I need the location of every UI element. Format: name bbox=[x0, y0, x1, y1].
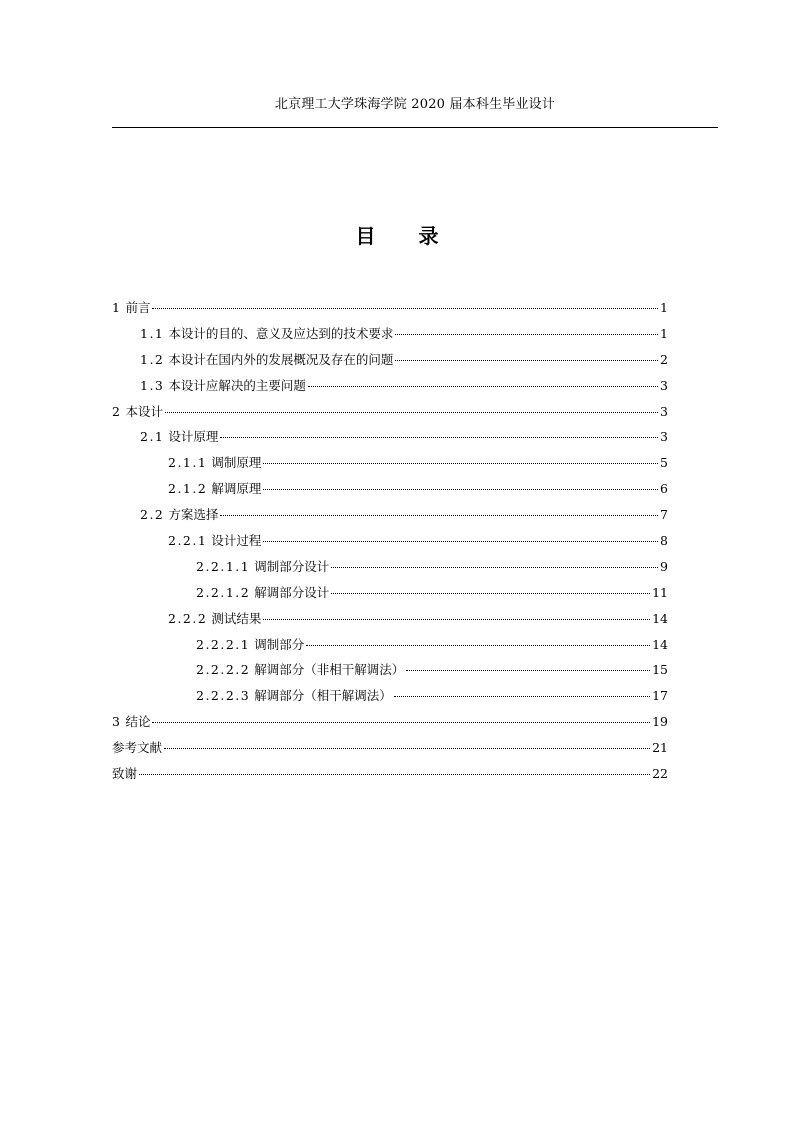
toc-entry[interactable] bbox=[112, 712, 668, 738]
toc-dot-leader bbox=[220, 437, 658, 438]
toc-entry[interactable] bbox=[112, 686, 668, 712]
toc-page-number: 21 bbox=[652, 740, 668, 756]
toc-dot-leader bbox=[263, 541, 658, 542]
toc-entry-number: 1.3 bbox=[140, 377, 165, 393]
toc-entry[interactable] bbox=[112, 479, 668, 505]
toc-entry-title: 致谢 bbox=[112, 766, 138, 782]
toc-entry-title: 调制部分设计 bbox=[254, 558, 330, 574]
toc-entry-number: 2.2.2.2 bbox=[196, 662, 251, 678]
toc-entry-title: 解调部分（相干解调法） bbox=[254, 688, 392, 704]
toc-entry[interactable] bbox=[112, 298, 668, 324]
toc-entry-number: 1 bbox=[112, 300, 122, 315]
toc-dot-leader bbox=[308, 386, 658, 387]
toc-dot-leader bbox=[406, 670, 650, 671]
toc-entry[interactable] bbox=[112, 557, 668, 583]
toc-page-number: 22 bbox=[652, 766, 668, 782]
toc-dot-leader bbox=[331, 567, 658, 568]
toc-entry-title: 设计过程 bbox=[211, 533, 262, 549]
toc-dot-leader bbox=[139, 774, 650, 775]
toc-dot-leader bbox=[331, 593, 650, 594]
toc-entry-title: 参考文献 bbox=[112, 740, 163, 756]
toc-entry-number: 2.2.1 bbox=[168, 533, 208, 549]
toc-entry-title: 调制部分 bbox=[254, 636, 305, 652]
toc-entry-number: 2 bbox=[112, 403, 122, 419]
toc-entry-number: 2.2.2 bbox=[168, 610, 208, 626]
toc-title: 目 录 bbox=[355, 224, 457, 248]
toc-page-number: 19 bbox=[652, 714, 668, 730]
toc-entry[interactable] bbox=[112, 609, 668, 635]
toc-dot-leader bbox=[263, 463, 658, 464]
toc-page-number: 5 bbox=[660, 455, 668, 471]
toc-page-number: 3 bbox=[660, 377, 668, 393]
toc-entry-title: 解调部分设计 bbox=[254, 584, 330, 600]
toc-entry-number: 2.2.2.3 bbox=[196, 688, 251, 704]
toc-entry-number: 1.2 bbox=[140, 351, 165, 367]
toc-page-number: 14 bbox=[652, 636, 668, 652]
toc-entry-title: 解调部分（非相干解调法） bbox=[254, 662, 405, 678]
toc-entry-number: 2.1 bbox=[140, 429, 165, 445]
toc-page-number: 8 bbox=[660, 533, 668, 549]
toc-entry-number: 2.2.1.1 bbox=[196, 558, 251, 574]
toc-entry-title: 本设计 bbox=[125, 403, 163, 419]
toc-entry[interactable] bbox=[112, 635, 668, 661]
toc-entry-number: 2.2 bbox=[140, 507, 165, 523]
toc-entry[interactable] bbox=[112, 427, 668, 453]
toc-page-number: 3 bbox=[660, 429, 668, 445]
toc-dot-leader bbox=[152, 308, 658, 309]
toc-entry[interactable] bbox=[112, 738, 668, 764]
toc-page-number: 1 bbox=[660, 325, 668, 341]
toc-entry-number: 2.1.1 bbox=[168, 455, 208, 471]
toc-page-number: 3 bbox=[660, 403, 668, 419]
toc-entry[interactable] bbox=[112, 350, 668, 376]
toc-dot-leader bbox=[152, 722, 650, 723]
toc-entry-title: 解调原理 bbox=[211, 481, 262, 497]
toc-entry-title: 本设计应解决的主要问题 bbox=[168, 377, 306, 393]
toc-entry[interactable] bbox=[112, 453, 668, 479]
toc-entry-title: 前言 bbox=[125, 300, 151, 315]
toc-page-number: 15 bbox=[652, 662, 668, 678]
toc-entry-number: 2.2.2.1 bbox=[196, 636, 251, 652]
toc-page-number: 7 bbox=[660, 507, 668, 523]
toc-entry-title: 结论 bbox=[125, 714, 151, 730]
toc-entry-title: 调制原理 bbox=[211, 455, 262, 471]
toc-entry-title: 方案选择 bbox=[168, 507, 219, 523]
toc-dot-leader bbox=[394, 696, 650, 697]
toc-entry[interactable] bbox=[112, 505, 668, 531]
toc-entry[interactable] bbox=[112, 402, 668, 428]
toc-entry-number: 2.2.1.2 bbox=[196, 584, 251, 600]
toc-page-number: 17 bbox=[652, 688, 668, 704]
toc-entry-title: 本设计的目的、意义及应达到的技术要求 bbox=[168, 325, 394, 341]
toc-page-number: 2 bbox=[660, 351, 668, 367]
toc-page-number: 14 bbox=[652, 610, 668, 626]
page-header: 北京理工大学珠海学院 2020 届本科生毕业设计 bbox=[274, 97, 556, 112]
toc-entry[interactable] bbox=[112, 531, 668, 557]
toc-page-number: 9 bbox=[660, 558, 668, 574]
toc-dot-leader bbox=[263, 619, 650, 620]
toc-page-number: 1 bbox=[660, 300, 668, 315]
toc-entry[interactable] bbox=[112, 324, 668, 350]
toc-entry-title: 本设计在国内外的发展概况及存在的问题 bbox=[168, 351, 394, 367]
toc-entry-title: 设计原理 bbox=[168, 429, 219, 445]
toc-entry-number: 3 bbox=[112, 714, 122, 730]
header-rule bbox=[112, 127, 718, 128]
toc-dot-leader bbox=[395, 334, 658, 335]
toc-page-number: 6 bbox=[660, 481, 668, 497]
toc-dot-leader bbox=[306, 645, 650, 646]
toc-entry-number: 2.1.2 bbox=[168, 481, 208, 497]
toc-entry[interactable] bbox=[112, 376, 668, 402]
toc-page-number: 11 bbox=[652, 584, 668, 600]
toc-dot-leader bbox=[165, 412, 658, 413]
toc-dot-leader bbox=[263, 489, 658, 490]
toc-dot-leader bbox=[164, 748, 650, 749]
toc-dot-leader bbox=[395, 360, 658, 361]
toc-entry[interactable] bbox=[112, 660, 668, 686]
toc-entry-number: 1.1 bbox=[140, 325, 165, 341]
toc-dot-leader bbox=[220, 515, 658, 516]
toc-entry-title: 测试结果 bbox=[211, 610, 262, 626]
toc-entry[interactable] bbox=[112, 764, 668, 790]
toc-entry[interactable] bbox=[112, 583, 668, 609]
table-of-contents bbox=[112, 298, 668, 790]
